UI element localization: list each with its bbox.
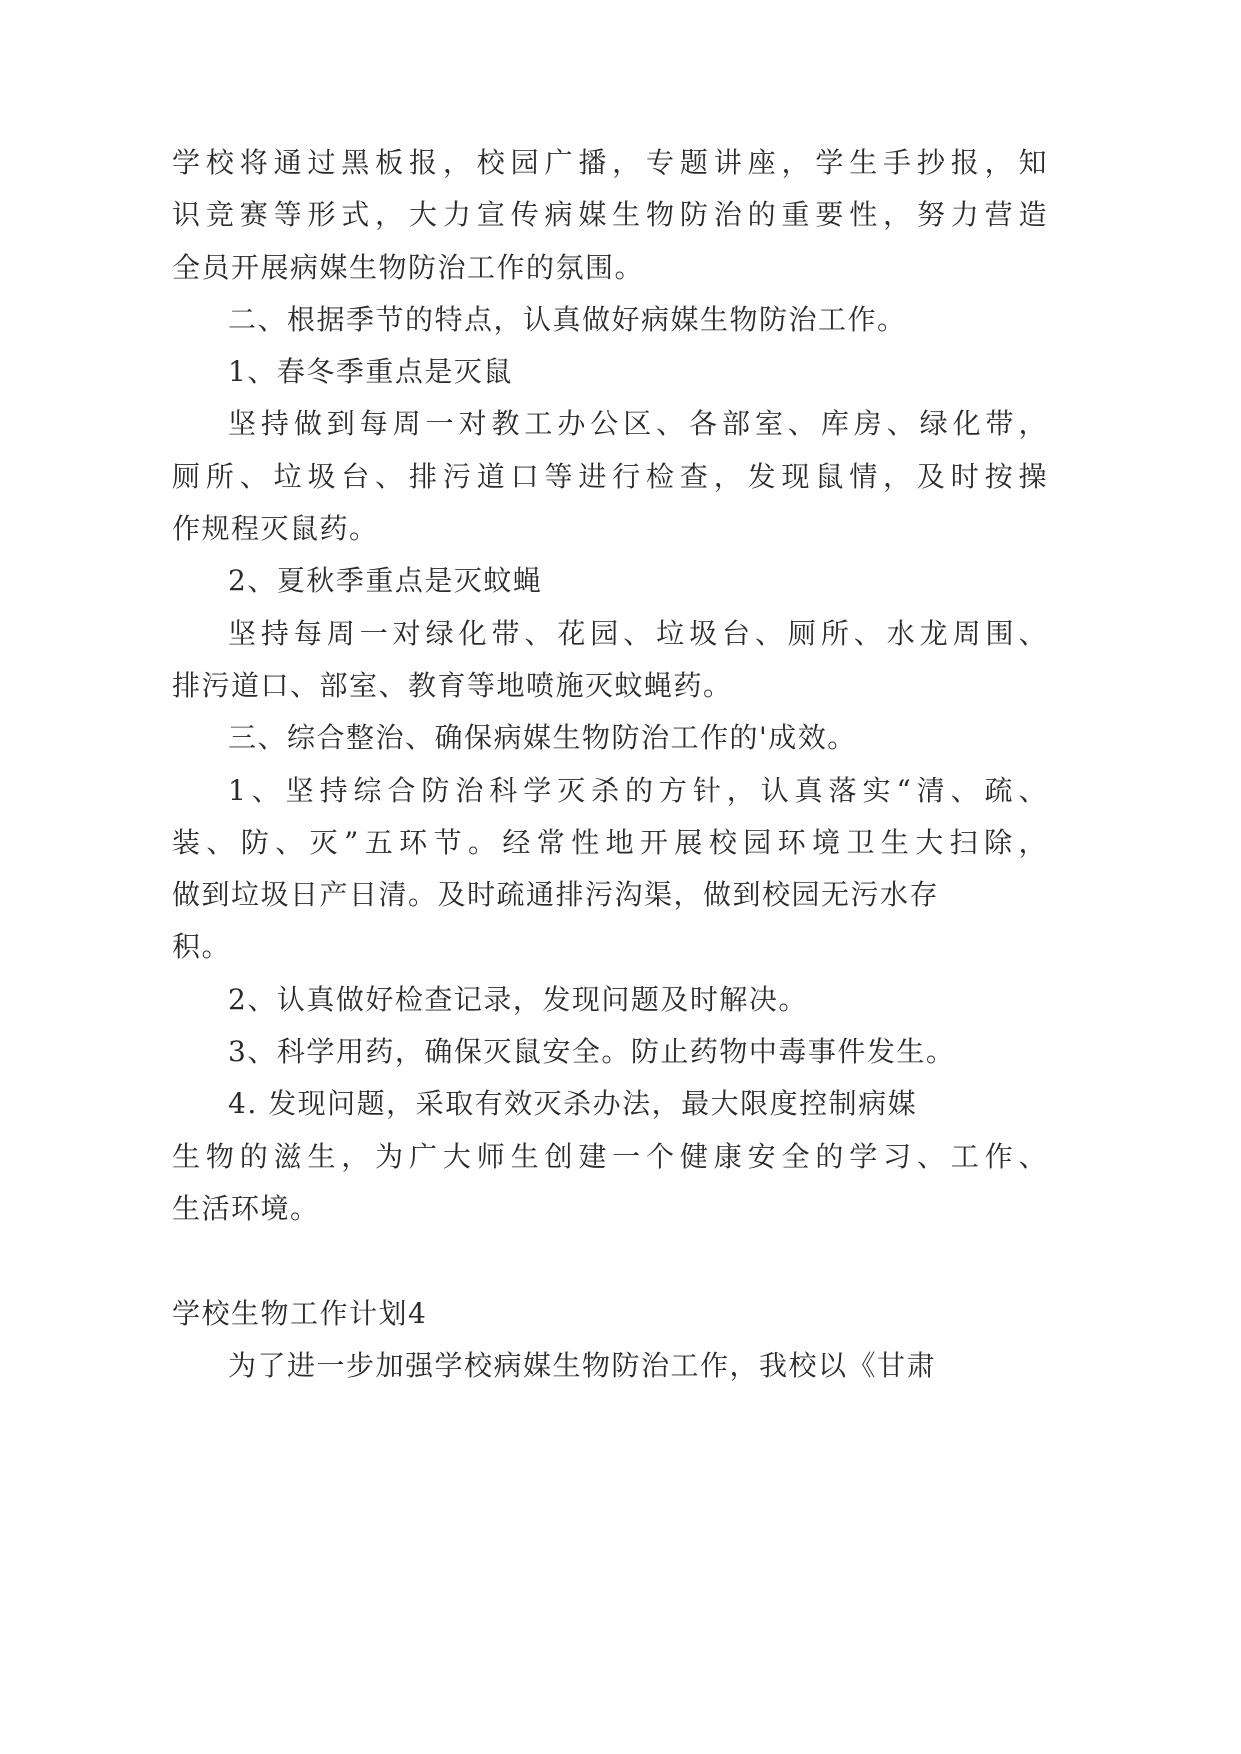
paragraph (172, 398, 1048, 555)
text-line: 全员开展病媒生物防治工作的氛围。 (172, 250, 645, 284)
text-line: 作规程灭鼠药。 (172, 512, 379, 546)
text-line: 装、防、灭”五环节。经常性地开展校园环境卫生大扫除， (172, 825, 1048, 859)
paragraph (172, 608, 1048, 713)
section-heading: 二、根据季节的特点，认真做好病媒生物防治工作。 (228, 302, 907, 336)
text-line: 3、科学用药，确保灭鼠安全。防止药物中毒事件发生。 (228, 1035, 956, 1069)
text-line: 2、认真做好检查记录，发现问题及时解决。 (228, 982, 808, 1016)
text-line: 坚持每周一对绿化带、花园、垃圾台、厕所、水龙周围、 (228, 616, 1048, 650)
text-line: 生活环境。 (172, 1191, 320, 1225)
paragraph (172, 974, 1048, 1026)
paragraph (172, 1026, 1048, 1078)
section-title: 学校生物工作计划4 (172, 1296, 428, 1330)
blank-line (172, 1235, 1048, 1287)
text-line: 生物的滋生，为广大师生创建一个健康安全的学习、工作、 (172, 1139, 1048, 1173)
paragraph (172, 712, 1048, 764)
text-line: 1、坚持综合防治科学灭杀的方针，认真落实“清、疏、 (228, 773, 1048, 807)
document-body (172, 137, 1048, 1392)
paragraph (172, 346, 1048, 398)
text-line: 坚持做到每周一对教工办公区、各部室、库房、绿化带， (228, 407, 1048, 441)
paragraph (172, 765, 1048, 974)
text-line: 为了进一步加强学校病媒生物防治工作，我校以《甘肃 (228, 1348, 937, 1382)
paragraph (172, 137, 1048, 294)
paragraph (172, 1340, 1048, 1392)
text-line: 厕所、垃圾台、排污道口等进行检查，发现鼠情，及时按操 (172, 459, 1048, 493)
text-line: 积。 (172, 930, 232, 964)
subheading: 2、夏秋季重点是灭蚊蝇 (228, 564, 543, 598)
subheading: 1、春冬季重点是灭鼠 (228, 355, 513, 389)
text-line: 4. 发现问题，采取有效灭杀办法，最大限度控制病媒 (228, 1087, 918, 1121)
text-line: 排污道口、部室、教育等地喷施灭蚊蝇药。 (172, 668, 733, 702)
paragraph (172, 1078, 1048, 1235)
text-line: 做到垃圾日产日清。及时疏通排污沟渠，做到校园无污水存 (172, 878, 940, 912)
text-line: 学校将通过黑板报，校园广播，专题讲座，学生手抄报，知 (172, 146, 1048, 179)
section-heading: 三、综合整治、确保病媒生物防治工作的'成效。 (228, 721, 857, 755)
paragraph (172, 294, 1048, 346)
text-line: 识竞赛等形式，大力宣传病媒生物防治的重要性，努力营造 (172, 198, 1048, 232)
paragraph (172, 555, 1048, 607)
